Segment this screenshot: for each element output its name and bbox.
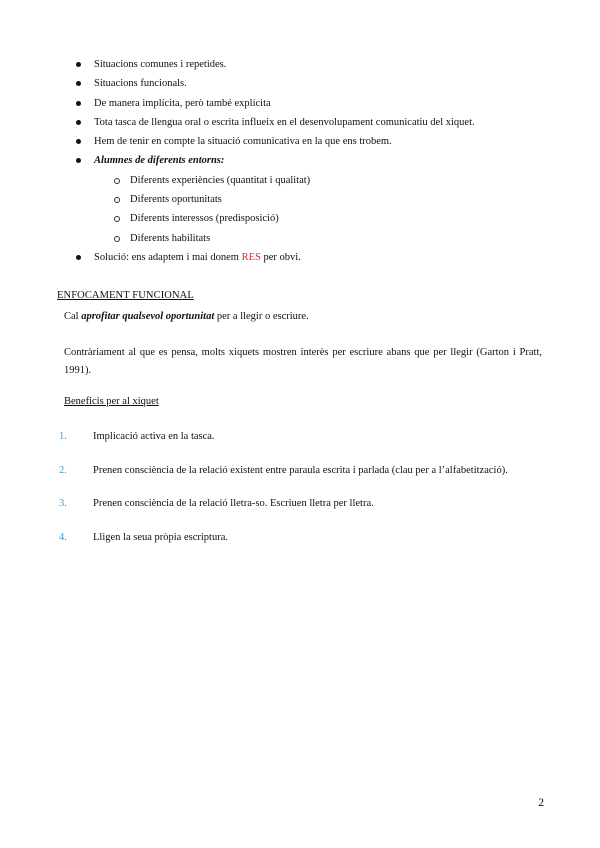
item-number: 3. — [59, 498, 67, 509]
item-number: 1. — [59, 431, 67, 442]
list-item-bold: Alumnes de diferents entorns: — [74, 151, 554, 170]
bullet-list — [74, 55, 554, 267]
hollow-bullet-icon — [114, 178, 120, 184]
list-item: Tota tasca de llengua oral o escrita influeix en el desenvolupament comunicatiu del xiquet. — [74, 113, 554, 132]
list-item-solution: Solució: ens adaptem i mai donem RES per obvi. — [74, 248, 554, 267]
list-item: De manera implícita, però també explícita — [74, 94, 554, 113]
bullet-icon — [76, 158, 81, 163]
item-number: 2. — [59, 464, 67, 476]
page-number: 2 — [538, 797, 544, 809]
bullet-icon — [76, 81, 81, 86]
hollow-bullet-icon — [114, 216, 120, 222]
bullet-icon — [76, 120, 81, 125]
section-heading: ENFOCAMENT FUNCIONAL — [57, 290, 194, 301]
bullet-icon — [76, 101, 81, 106]
numbered-item: 1. Implicació activa en la tasca. — [59, 431, 215, 442]
sub-list-item: Diferents habilitats — [74, 229, 554, 248]
paragraph: Cal aprofitar qualsevol oportunitat per a llegir o escriure. — [64, 311, 309, 322]
highlight-text: RES — [241, 251, 261, 263]
bullet-icon — [76, 62, 81, 67]
numbered-item: 3. Prenen consciència de la relació lletra-so. Escriuen lletra per lletra. — [59, 498, 374, 509]
list-item: Hem de tenir en compte la situació comunicativa en la que ens trobem. — [74, 132, 554, 151]
hollow-bullet-icon — [114, 236, 120, 242]
sub-list-item: Diferents experiències (quantitat i qualitat) — [74, 171, 554, 190]
numbered-item: 2. Prenen consciència de la relació existent entre paraula escrita i parlada (clau per a l’alfabetització). — [59, 464, 508, 476]
subheading: Beneficis per al xiquet — [64, 396, 159, 407]
sub-list-item: Diferents interessos (predisposició) — [74, 209, 554, 228]
bullet-icon — [76, 255, 81, 260]
list-item: Situacions funcionals. — [74, 74, 554, 93]
numbered-list — [59, 429, 549, 563]
list-item: Situacions comunes i repetides. — [74, 55, 554, 74]
paragraph: Contràriament al que es pensa, molts xiquets mostren interès per escriure abans que per llegir (Garton i Pratt, 1991). — [64, 347, 542, 376]
numbered-item: 4. Lligen la seua pròpia escriptura. — [59, 531, 228, 543]
hollow-bullet-icon — [114, 197, 120, 203]
bullet-icon — [76, 139, 81, 144]
sub-list-item: Diferents oportunitats — [74, 190, 554, 209]
item-number: 4. — [59, 531, 67, 543]
